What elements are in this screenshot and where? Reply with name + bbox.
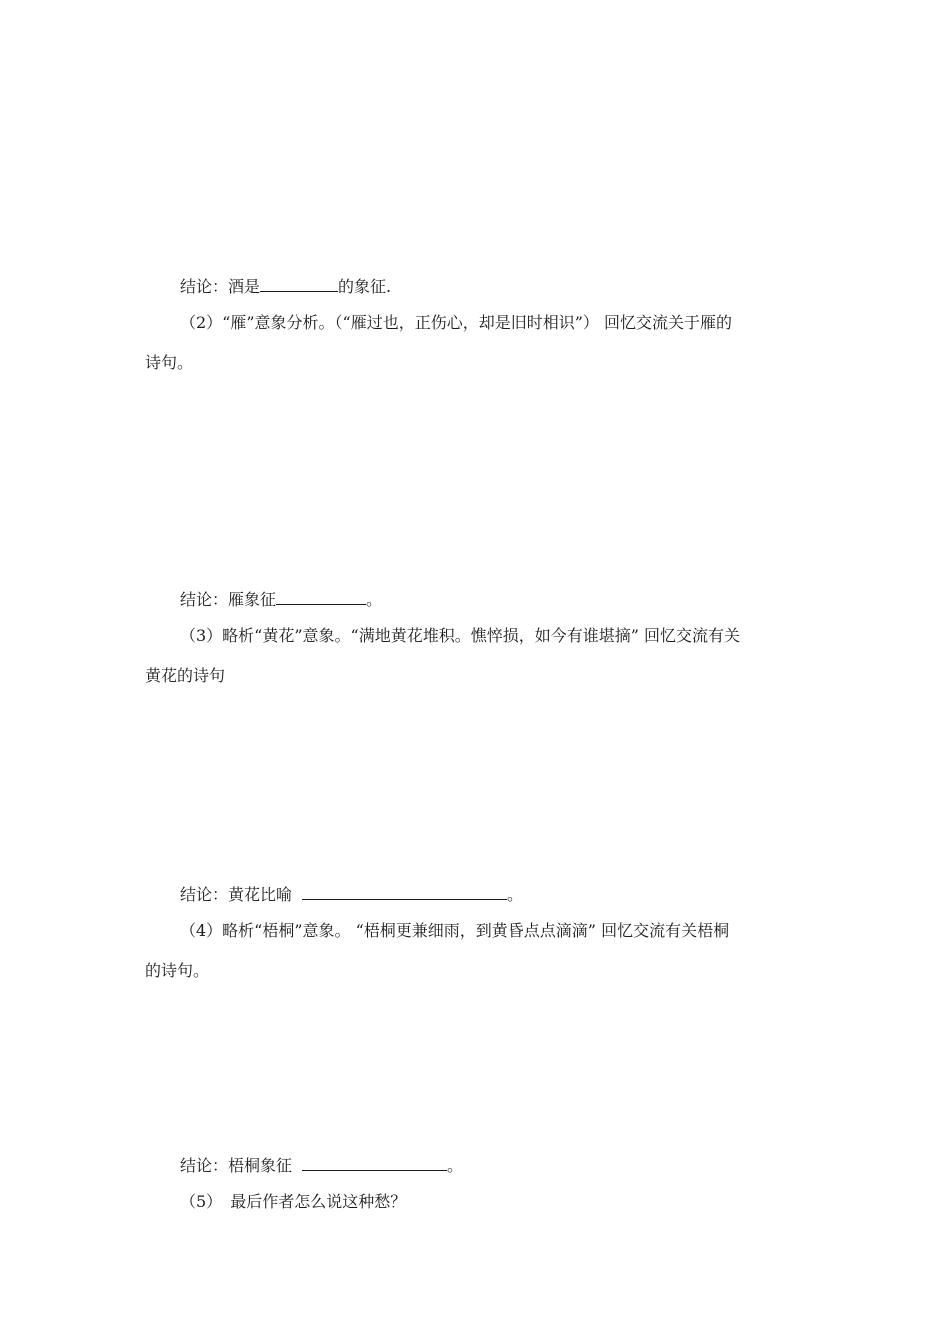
q5-text: 最后作者怎么说这种愁？: [230, 1192, 407, 1211]
q4-prompt-line2: 的诗句。: [145, 961, 210, 980]
goose-conclusion-suffix: 。: [366, 590, 383, 609]
q2-prompt-line1: （2）“雁”意象分析。（“雁过也，正伤心，却是旧时相识”） 回忆交流关于雁的: [180, 313, 732, 332]
q5-prompt: [180, 1192, 406, 1212]
q2-prompt-line2: 诗句。: [145, 353, 194, 372]
q3-prompt-line1: （3）略析“黄花”意象。“满地黄花堆积。憔悴损，如今有谁堪摘” 回忆交流有关: [180, 626, 740, 645]
wine-answer-blank[interactable]: [260, 277, 338, 292]
q3-prompt-line2: 黄花的诗句: [145, 666, 226, 685]
flower-conclusion-prefix: 结论：黄花比喻: [180, 885, 293, 904]
tung-answer-blank[interactable]: [302, 1156, 447, 1171]
tung-conclusion-prefix: 结论：梧桐象征: [180, 1156, 293, 1175]
wine-conclusion-suffix: 的象征.: [338, 277, 392, 296]
wine-conclusion-prefix: 结论：酒是: [180, 277, 261, 296]
goose-conclusion: [180, 590, 382, 610]
q5-label: （5）: [180, 1192, 223, 1211]
flower-conclusion: [180, 885, 523, 905]
q4-prompt-line1: （4）略析“梧桐”意象。 “梧桐更兼细雨，到黄昏点点滴滴” 回忆交流有关梧桐: [180, 921, 730, 940]
goose-answer-blank[interactable]: [276, 590, 366, 605]
tung-conclusion-suffix: 。: [447, 1156, 464, 1175]
wine-conclusion: [180, 277, 391, 297]
tung-conclusion: [180, 1156, 463, 1176]
goose-conclusion-prefix: 结论：雁象征: [180, 590, 277, 609]
flower-answer-blank[interactable]: [302, 885, 507, 900]
flower-conclusion-suffix: 。: [507, 885, 524, 904]
